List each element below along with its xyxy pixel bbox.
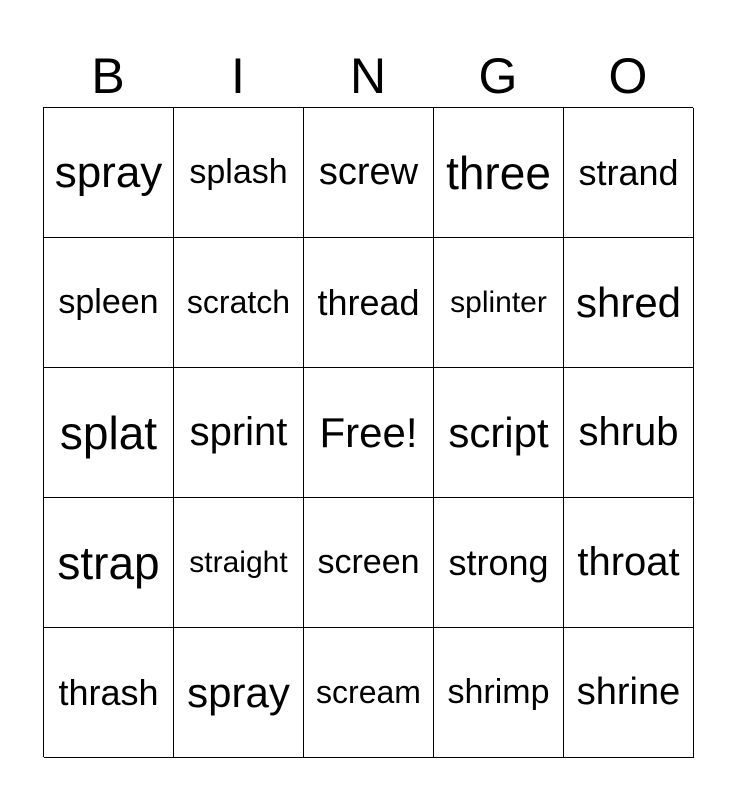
bingo-header xyxy=(43,48,693,104)
bingo-board xyxy=(43,107,693,757)
header-letter-o: O xyxy=(608,48,648,104)
bingo-cell[interactable]: spleen xyxy=(44,238,174,368)
bingo-cell[interactable]: throat xyxy=(564,498,694,628)
bingo-cell[interactable]: splinter xyxy=(434,238,564,368)
bingo-cell[interactable]: strong xyxy=(434,498,564,628)
bingo-cell[interactable]: sprint xyxy=(174,368,304,498)
bingo-cell[interactable]: screw xyxy=(304,108,434,238)
bingo-cell[interactable]: shrimp xyxy=(434,628,564,758)
bingo-cell[interactable]: splash xyxy=(174,108,304,238)
bingo-cell[interactable]: shrub xyxy=(564,368,694,498)
bingo-cell[interactable]: splat xyxy=(44,368,174,498)
bingo-cell[interactable]: straight xyxy=(174,498,304,628)
header-letter-i: I xyxy=(231,48,245,104)
bingo-cell[interactable]: spray xyxy=(44,108,174,238)
bingo-cell[interactable]: strand xyxy=(564,108,694,238)
header-letter-n: N xyxy=(349,48,387,104)
bingo-cell[interactable]: scratch xyxy=(174,238,304,368)
bingo-cell[interactable]: spray xyxy=(174,628,304,758)
bingo-cell[interactable]: script xyxy=(434,368,564,498)
header-letter-g: G xyxy=(478,48,518,104)
bingo-cell[interactable]: three xyxy=(434,108,564,238)
bingo-cell[interactable]: thrash xyxy=(44,628,174,758)
bingo-cell[interactable]: shred xyxy=(564,238,694,368)
bingo-cell[interactable]: strap xyxy=(44,498,174,628)
bingo-cell[interactable]: shrine xyxy=(564,628,694,758)
header-letter-b: B xyxy=(91,48,125,104)
bingo-cell[interactable]: scream xyxy=(304,628,434,758)
free-space-cell[interactable]: Free! xyxy=(304,368,434,498)
bingo-cell[interactable]: screen xyxy=(304,498,434,628)
bingo-cell[interactable]: thread xyxy=(304,238,434,368)
